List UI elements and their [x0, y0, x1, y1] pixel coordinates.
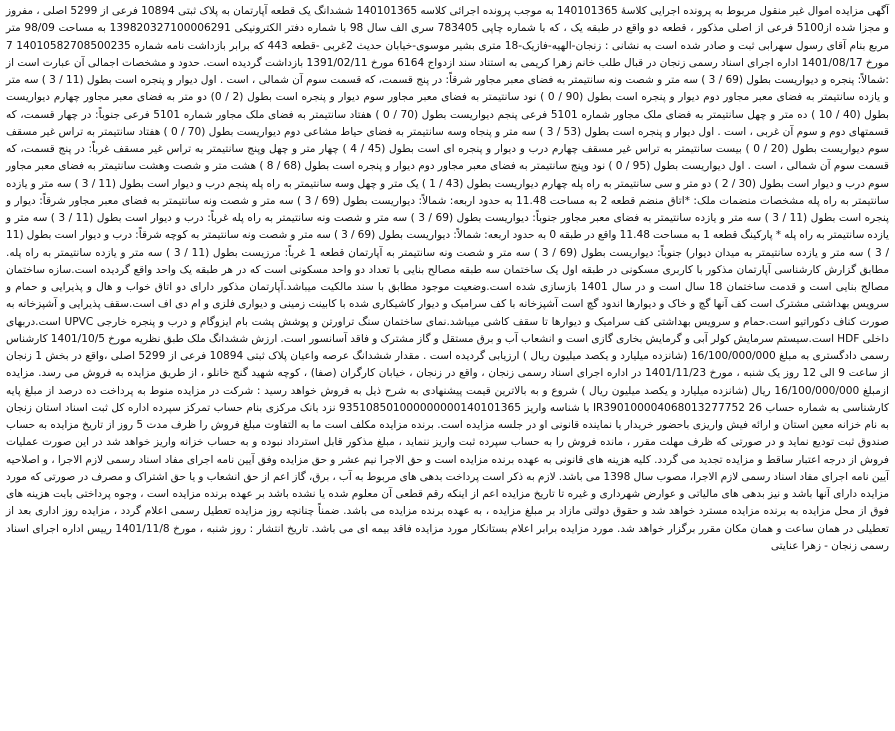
notice-text: آگهی مزایده اموال غیر منقول مربوط به پرونده اجرایی کلاسهٔ 140101365 به موجب پرونده اجرائی کلاسه 140101365 ششدانگ یک قطعه آپارتمان به پلاک ثبتی 10894 فرعی از 5299 اصلی ، مفروز و مجزا شده از5100 فرعی از اصلی مذکور ، قطعه دو واقع در طبقه یک ، که با شماره چاپی 783405 سری الف سال 98 با شماره دفتر الکترونیکی 139820327100006291 به مساحت 98/09 متر مربع بنام آقای رسول سهرابی ثبت و صادر شده است به نشانی : زنجان-الهیه-فازیک-18 متری بشیر موسوی-خیابان حدیث 2غربی -قطعه 443 که برابر بازداشت نامه شماره 14010582708500235 7 مورخ 1401/08/17 اداره اجرای اسناد رسمی زنجان در قبال طلب خانم زهرا کریمی به استناد سند ازدواج 6164 مورخ 1391/02/11 بازداشت گردیده است. حدود و مشخصات اجمالی آن عبارت است از :شمالاً: پنجره و دیواریست بطول (69 / 3 ) سه متر و شصت ونه سانتیمتر به فضای معبر مجاور شرقاً: در پنج قسمت، که قسمت سوم آن شمالی ، است . اول دیوار و پنجره است بطول (11 / 3 ) سه متر و یازده سانتیمتر به فضای معبر مجاور دوم دیوار و پنجره است بطول (90 / 0 ) نود سانتیمتر به فضای معبر مجاور سوم دیوار و پنجره است بطول (2 / 0) دو متر به فضای معبر مجاور چهارم دیواریست بطول (40 / 10 ) ده متر و چهل سانتیمتر به فضای ملک مجاور شماره 5101 فرعی پنجم دیواریست بطول (70 / 0 ) هفتاد سانتیمتر به فضای ملک مجاور شماره 5101 فرعی جنوباً: در چهار قسمت، که قسمتهای دوم و سوم آن غربی ، است . اول دیوار و پنجره است بطول (53 / 3 ) سه متر و پنجاه وسه سانتیمتر به فضای حیاط مشاعی دوم دیواریست بطول (70 / 0 ) هفتاد سانتیمتر به تراس غیر مسقف سوم دیواریست بطول (20 / 0 ) بیست سانتیمتر به تراس غیر مسقف چهارم درب و دیوار و پنجره ای است بطول (45 / 4 ) چهار متر و چهل وپنج سانتیمتر به تراس غیر مسقف غرباً: در پنج قسمت، که قسمت سوم آن شمالی ، است . اول دیواریست بطول (95 / 0 ) نود وپنج سانتیمتر به فضای معبر مجاور دوم دیوار و پنجره است بطول (68 / 8 ) هشت متر و شصت وهشت سانتیمتر به فضای معبر مجاور سوم درب و دیوار است بطول (30 / 2 ) دو متر و سی سانتیمتر به راه پله چهارم دیواریست بطول (43 / 1 ) یک متر و چهل وسه سانتیمتر به راه پله پنجم درب و دیوار است بطول (11 / 3 ) سه متر و یازده سانتیمتر به راه پله مشخصات منضمات ملک: *اتاق منضم قطعه 2 به مساحت 11.48 به حدود اربعه: شمالاً: دیواریست بطول (69 / 3 ) سه متر و شصت ونه سانتیمتر به فضای معبر مجاور شرقاً: دیوار و پنجره است بطول (11 / 3 ) سه متر و یازده سانتیمتر به فضای معبر مجاور جنوباً: دیواریست بطول (69 / 3 ) سه متر و شصت ونه سانتیمتر به راه پله غرباً: درب و دیوار است بطول (11 / 3 ) سه متر و یازده سانتیمتر به راه پله * پارکینگ قطعه 1 به مساحت 11.48 واقع در طبقه 0 به حدود اربعه: شمالاً: دیواریست بطول (69 / 3 ) سه متر و شصت ونه سانتیمتر به کوچه شرقاً: درب و دیوار است بطول (11 / 3 ) سه متر و یازده سانتیمتر به میدان دیوار) جنوباً: دیواریست بطول (69 / 3 ) سه متر و شصت ونه سانتیمتر به آپارتمان قطعه 1 غرباً: مرزیست بطول (11 / 3 ) سه متر و یازده سانتیمتر به راه پله. مطابق گزارش کارشناسی آپارتمان مذکور با کاربری مسکونی در طبقه اول یک ساختمان سه طبقه مصالح بنایی با تعداد دو واحد مسکونی است که در هر طبقه یک واحد واقع گردیده است.سازه ساختمان مصالح بنایی است و قدمت ساختمان 18 سال است و در سال 1401 بازسازی شده است.وضعیت موجود مطابق با سند مالکیت میباشد.آپارتمان مذکور دارای دو اتاق خواب و هال و پذیرایی و حمام و سرویس بهداشتی مشترک است کف آنها گچ و خاک و دیوارها اندود گچ است آشپزخانه با کف سرامیک و دیوار کاشیکاری شده با کابینت زمینی و دیواری فلزی و ام دی اف است.سقف پذیرایی و آشپزخانه به صورت کناف دکوراتیو است.حمام و سرویس بهداشتی کف سرامیک و دیوارها تا سقف کاشی میباشد.نمای ساختمان سنگ تراورتن و پوشش پشت بام ایزوگام و درب و پنجره خارجی UPVC است.دربهای داخلی HDF است.سیستم سرمایش کولر آبی و گرمایش بخاری گازی است و انشعاب آب و برق مستقل و گاز مشترک و فاقد آسانسور است. ارزش ششدانگ ملک طبق نظریه مورخ 1401/10/5 کارشناس رسمی دادگستری به مبلغ 16/100/000/000 (شانزده میلیارد و یکصد میلیون ریال ) ارزیابی گردیده است . مقدار ششدانگ عرصه واعیان پلاک ثبتی 10894 فرعی از 5299 اصلی ،واقع در بخش 1 زنجان از ساعت 9 الی 12 روز یک شنبه ، مورخ 1401/11/23 در اداره اجرای اسناد رسمی زنجان ، واقع در زنجان ، خیابان کارگران (صفا) ، کوچه شهید گنج خانلو ، از طریق مزایده به فروش می رسد. مزایده ازمبلغ 16/100/000/000 ریال (شانزده میلیارد و یکصد میلیون ریال ) شروع و به بالاترین قیمت پیشنهادی به شرح ذیل به فروش خواهد رسید : شرکت در مزایده منوط به پرداخت ده درصد از مبلغ پایه کارشناسی به شماره حساب IR390100004068013277752 26 با شناسه واریز 935108501000000000140101365 نزد بانک مرکزی بنام حساب تمرکز سپرده اداره کل ثبت اسناد استان زنجان به نام خزانه معین استان و ارائه فیش واریزی باحضور خریدار یا نماینده قانونی او در جلسه مزایده است. برنده مزایده مکلف است ما به التفاوت مبلغ فروش را ظرف مدت 5 روز از تاریخ مزایده به حساب صندوق ثبت تودیع نماید و در صورتی که ظرف مهلت مقرر ، مانده فروش را به حساب سپرده ثبت واریز ننماید ، مبلغ مذکور قابل استرداد نبوده و به حساب خزانه واریز خواهد شد در این صورت عملیات فروش از درجه اعتبار ساقط و مزایده تجدید می گردد. کلیه هزینه های قانونی به عهده برنده مزایده است و حق الاجرا نیم عشر و حق مزایده وفق آیین نامه اجرای مفاد اسناد رسمی لازم الاجرا ، و اصلاحیه آیین نامه اجرای مفاد اسناد رسمی لازم الاجرا، مصوب سال 1398 می باشد. لازم به ذکر است پرداخت بدهی های مربوط به آب ، برق، گاز اعم از حق انشعاب و یا حق اشتراک و مصرف در صورتی که مورد مزایده دارای آنها باشد و نیز بدهی های مالیاتی و عوارض شهرداری و غیره تا تاریخ مزایده اعم از اینکه رقم قطعی آن معلوم شده یا نشده باشد بر عهده برنده مزایده است ، وجوه پرداختی بابت هزینه های فوق از محل مزایده به برنده مزایده مسترد خواهد شد و حقوق دولتی مازاد بر مبلغ مزایده ، به عهده برنده مزایده می باشد. ضمناً چنانچه روز مزایده تعطیل رسمی اعلام گردد ، مزایده روز اداری بعد از تعطیلی در همان ساعت و همان مکان مقرر برگزار خواهد شد. مورد مزایده برابر اعلام بستانکار مورد مزایده فاقد بیمه ای می باشد. تاریخ انتشار : روز شنبه ، مورخ 1401/11/8 رییس اداره اجرای اسناد رسمی زنجان - زهرا عنایتی — [6, 5, 890, 552]
